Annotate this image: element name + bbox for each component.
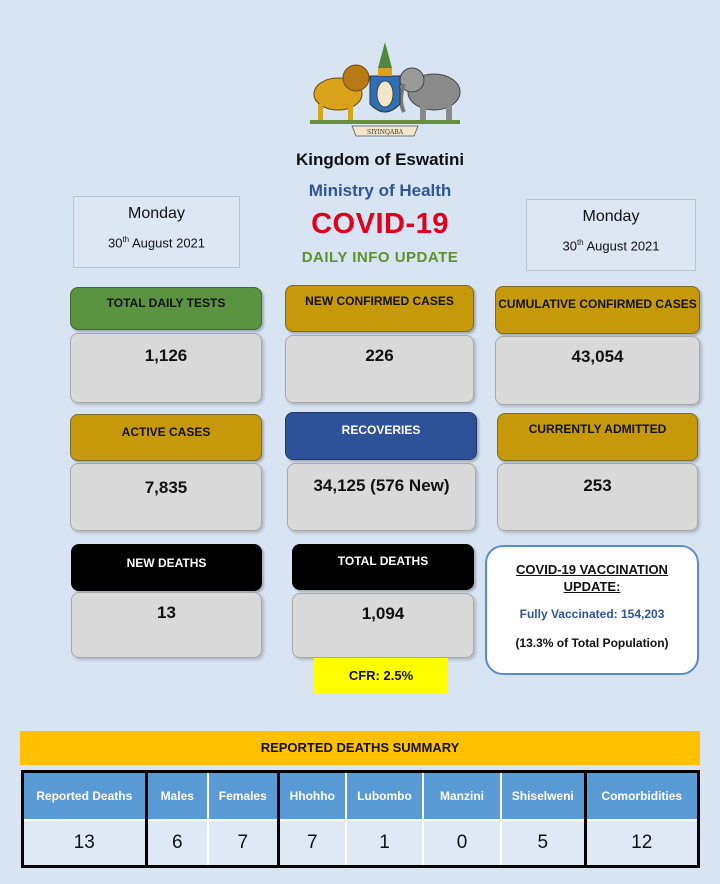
cell-lubombo: 1 [346, 820, 423, 865]
active-cases-value: 7,835 [70, 463, 262, 531]
svg-text:SIYINQABA: SIYINQABA [366, 129, 404, 136]
total-daily-tests-header: TOTAL DAILY TESTS [70, 287, 262, 330]
deaths-summary-table-frame [21, 770, 700, 868]
header-males: Males [146, 773, 208, 820]
total-deaths-value: 1,094 [292, 593, 474, 658]
cumulative-confirmed-value: 43,054 [495, 336, 700, 405]
new-confirmed-value: 226 [285, 335, 474, 403]
cell-hhohho: 7 [278, 820, 346, 865]
page-title: COVID-19 [311, 208, 449, 240]
header-reported-deaths: Reported Deaths [24, 773, 146, 820]
header-manzini: Manzini [423, 773, 501, 820]
deaths-summary-title: REPORTED DEATHS SUMMARY [20, 731, 700, 765]
currently-admitted-value: 253 [497, 463, 698, 531]
cfr-badge: CFR: 2.5% [314, 658, 448, 694]
cumulative-confirmed-header: CUMULATIVE CONFIRMED CASES [495, 286, 700, 334]
active-cases-header: ACTIVE CASES [70, 414, 262, 461]
header-females: Females [208, 773, 278, 820]
recoveries-value: 34,125 (576 New) [287, 463, 476, 531]
new-deaths-header: NEW DEATHS [71, 544, 262, 591]
vaccination-subtitle: UPDATE: [563, 579, 621, 594]
kingdom-heading: Kingdom of Eswatini [295, 150, 465, 169]
table-row [24, 820, 697, 865]
header-shiselweni: Shiselweni [501, 773, 585, 820]
ministry-heading: Ministry of Health [308, 181, 452, 200]
vaccination-title: COVID-19 VACCINATION [516, 562, 668, 577]
date-day: Monday [582, 208, 640, 225]
header-comorbidities: Comorbidities [585, 773, 697, 820]
new-deaths-value: 13 [71, 592, 262, 658]
cell-comorbidities: 12 [585, 820, 697, 865]
cell-shiselweni: 5 [501, 820, 585, 865]
date-box-left [73, 196, 240, 268]
cell-manzini: 0 [423, 820, 501, 865]
table-header-row [24, 773, 697, 820]
coat-of-arms-emblem [300, 38, 470, 142]
vaccination-percent-text: (13.3% of Total Population) [515, 636, 669, 650]
date-box-right [526, 199, 696, 271]
header-hhohho: Hhohho [278, 773, 346, 820]
cell-females: 7 [208, 820, 278, 865]
total-deaths-header: TOTAL DEATHS [292, 544, 474, 590]
cell-reported-deaths: 13 [24, 820, 146, 865]
vaccination-update-box [485, 545, 699, 675]
recoveries-header: RECOVERIES [285, 412, 477, 460]
date-text: 30th August 2021 [107, 235, 206, 251]
deaths-summary-table [24, 773, 697, 865]
header-lubombo: Lubombo [346, 773, 423, 820]
currently-admitted-header: CURRENTLY ADMITTED [497, 413, 698, 461]
date-day: Monday [128, 205, 185, 222]
fully-vaccinated-text: Fully Vaccinated: 154,203 [519, 607, 665, 621]
total-daily-tests-value: 1,126 [70, 333, 262, 403]
date-text: 30th August 2021 [562, 238, 660, 254]
page-subtitle: DAILY INFO UPDATE [301, 249, 459, 266]
cell-males: 6 [146, 820, 208, 865]
new-confirmed-header: NEW CONFIRMED CASES [285, 285, 474, 332]
